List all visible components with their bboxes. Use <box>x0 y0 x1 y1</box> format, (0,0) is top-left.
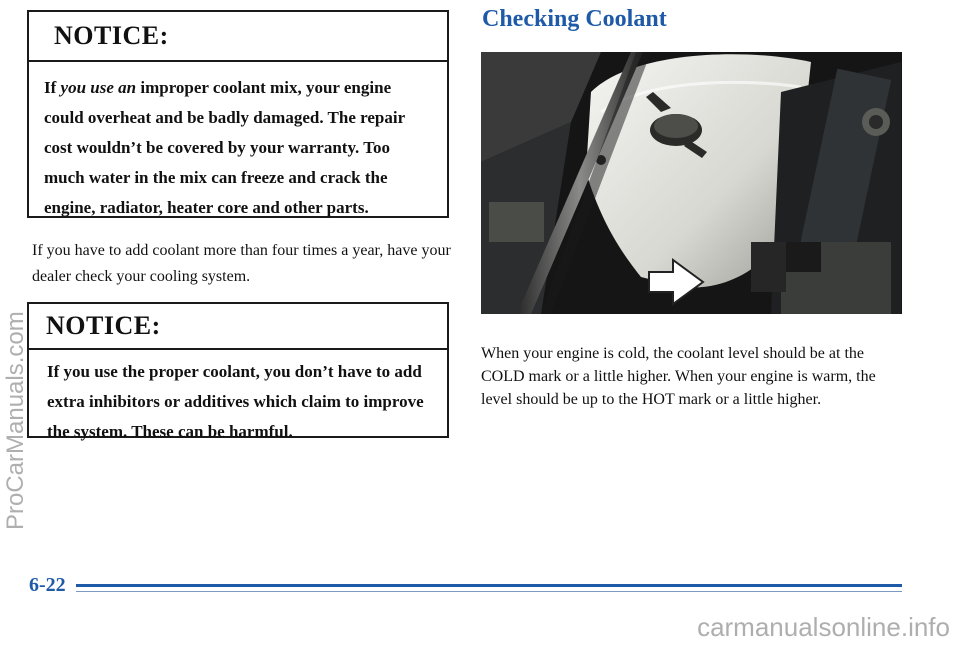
coolant-reservoir-photo <box>481 52 902 314</box>
notice-body-italic: you use an <box>60 78 137 97</box>
watermark-bottom: carmanualsonline.info <box>697 612 950 642</box>
watermark-vertical: ProCarManuals.com <box>2 311 29 530</box>
page-number: 6-22 <box>29 574 66 596</box>
page-footer <box>0 562 960 602</box>
notice-body <box>29 62 447 223</box>
notice-heading: NOTICE: <box>29 304 447 350</box>
notice-body-lead: If <box>44 78 61 97</box>
footer-rule-thin <box>76 591 902 592</box>
coolant-level-paragraph: When your engine is cold, the coolant level should be at the COLD mark or a little higher. When your engine is warm, the level should be up to the HOT mark or a little higher. <box>481 345 876 408</box>
section-title: Checking Coolant <box>482 6 667 32</box>
engine-bay-illustration <box>481 52 902 314</box>
notice-box-improper-mix <box>27 10 449 218</box>
coolant-frequency-paragraph: If you have to add coolant more than four times a year, have your dealer check your cooling system. <box>32 242 451 285</box>
notice-body-rest: improper coolant mix, your engine could overheat and be badly damaged. The repair cost wouldn’t be covered by your warranty. Too much water in the mix can freeze and crack the engine, radiator, heater core and other parts. <box>44 78 405 217</box>
notice-box-inhibitors <box>27 302 449 441</box>
notice-heading: NOTICE: <box>29 12 447 62</box>
notice-body: If you use the proper coolant, you don’t have to add extra inhibitors or additives which claim to improve the system. These can be harmful. <box>47 362 424 441</box>
footer-rule <box>76 584 902 587</box>
